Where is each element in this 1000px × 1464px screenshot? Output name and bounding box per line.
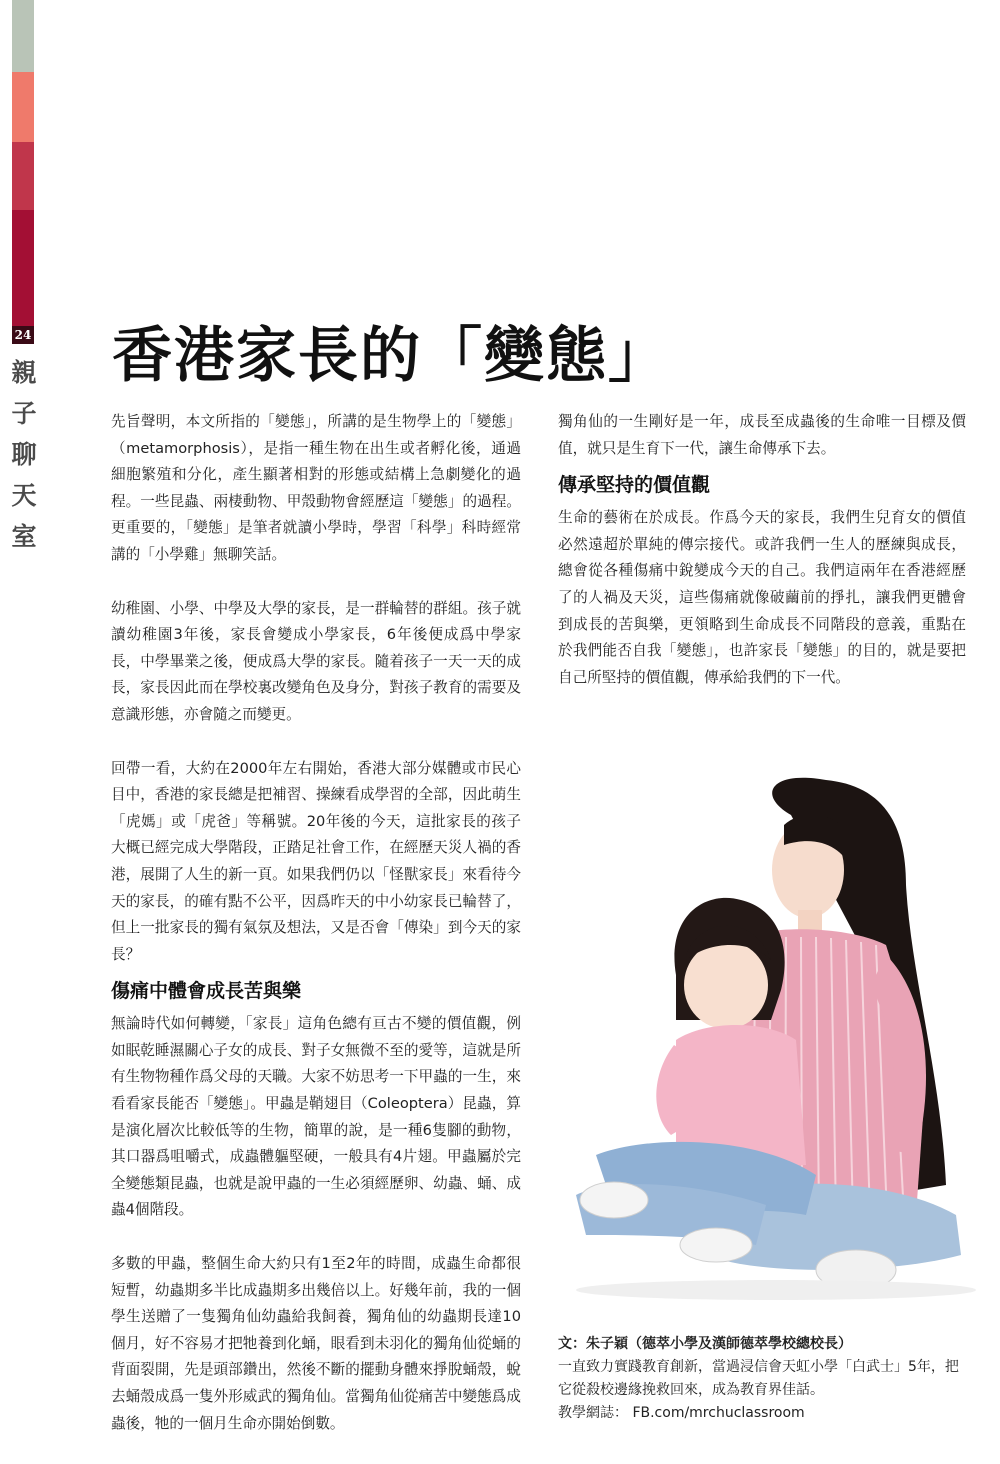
paragraph: 回帶一看，大約在2000年左右開始，香港大部分媒體或市民心目中，香港的家長總是把補習、操練看成學習的全部，因此萌生「虎媽」或「虎爸」等稱號。20年後的今天，這批家長的孩子大概已經完成大學階段，正踏足社會工作，在經歷天災人禍的香港，展開了人生的新一頁。如果我們仍以「怪獸家長」來看待今天的家長，的確有點不公平，因爲昨天的中小幼家長已輪替了，但上一批家長的獨有氣氛及想法，又是否會「傳染」到今天的家長？: [111, 759, 521, 963]
column-name-char: 天: [11, 481, 37, 510]
page-number: 24: [12, 326, 34, 344]
mother-daughter-photo: [556, 775, 976, 1310]
paragraph: 幼稚園、小學、中學及大學的家長，是一群輪替的群組。孩子就讀幼稚園3年後，家長會變成小學家長，6年後便成爲中學家長，中學畢業之後，便成爲大學的家長。隨着孩子一天一天的成長，家長因此而在學校裏改變角色及身分，對孩子教育的需要及意識形態，亦會隨之而變更。: [111, 599, 521, 723]
side-bar-segment-grey: [12, 0, 34, 72]
section-heading: 傳承堅持的價值觀: [558, 474, 711, 497]
side-bar-segment-crimson: [12, 210, 34, 326]
side-bar-segment-red: [12, 142, 34, 210]
left-column: [111, 409, 521, 1464]
column-name-char: 聊: [11, 440, 37, 469]
paragraph: 無論時代如何轉變，「家長」這角色總有亘古不變的價值觀，例如眠乾睡濕關心子女的成長、對子女無微不至的愛等，這就是所有生物物種作爲父母的天職。大家不妨思考一下甲蟲的一生，來看看家長能否「變態」。甲蟲是鞘翅目（Coleoptera）昆蟲，算是演化層次比較低等的生物，簡單的說，是一種6隻腳的動物，其口器爲咀嚼式，成蟲體軀堅硬，一般具有4片翅。甲蟲屬於完全變態類昆蟲，也就是說甲蟲的一生必須經歷卵、幼蟲、蛹、成蟲4個階段。: [111, 1015, 521, 1219]
side-bar-segment-coral: [12, 72, 34, 142]
paragraph: 先旨聲明，本文所指的「變態」，所講的是生物學上的「變態」（metamorphosis），是指一種生物在出生或者孵化後，通過細胞繁殖和分化，產生顯著相對的形態或結構上急劇變化的過程。一些昆蟲、兩棲動物、甲殼動物會經歷這「變態」的過程。更重要的，「變態」是筆者就讀小學時，學習「科學」科時經常講的「小學雞」無聊笑話。: [111, 413, 521, 563]
author-byline: [558, 1333, 968, 1425]
column-name-char: 子: [11, 399, 37, 428]
paragraph: 獨角仙的一生剛好是一年，成長至成蟲後的生命唯一目標及價值，就只是生育下一代，讓生命傳承下去。: [558, 413, 966, 457]
column-name-char: 室: [11, 522, 37, 551]
article-title: 香港家長的「變態」: [112, 321, 670, 391]
column-name: [11, 352, 37, 557]
author-bio: 一直致力實踐教育創新，當過浸信會天虹小學「白武士」5年，把它從殺校邊緣挽救回來，成為教育界佳話。: [558, 1359, 959, 1398]
right-column: [558, 409, 966, 718]
paragraph: 多數的甲蟲，整個生命大約只有1至2年的時間，成蟲生命都很短暫，幼蟲期多半比成蟲期多出幾倍以上。好幾年前，我的一個學生送贈了一隻獨角仙幼蟲給我飼養，獨角仙的幼蟲期長達10個月，好不容易才把牠養到化蛹，眼看到未羽化的獨角仙從蛹的背面裂開，先是頭部鑽出，然後不斷的擺動身體來掙脫蛹殼，蛻去蛹殼成爲一隻外形威武的獨角仙。當獨角仙從痛苦中變態爲成蟲後，牠的一個月生命亦開始倒數。: [111, 1255, 521, 1432]
paragraph: 生命的藝術在於成長。作爲今天的家長，我們生兒育女的價值必然遠超於單純的傳宗接代。或許我們一生人的歷練與成長，總會從各種傷痛中銳變成今天的自己。我們這兩年在香港經歷了的人禍及天災，這些傷痛就像破繭前的掙扎，讓我們更體會到成長的苦與樂，更領略到生命成長不同階段的意義，重點在於我們能否自我「變態」，也許家長「變態」的目的，就是要把自己所堅持的價值觀，傳承給我們的下一代。: [558, 509, 966, 686]
author-blog[interactable]: 教學網誌： FB.com/mrchuclassroom: [558, 1405, 805, 1421]
author-name: 文：朱子穎（德萃小學及漢師德萃學校總校長）: [558, 1336, 852, 1352]
column-name-char: 親: [11, 358, 37, 387]
section-heading: 傷痛中體會成長苦與樂: [111, 980, 302, 1003]
